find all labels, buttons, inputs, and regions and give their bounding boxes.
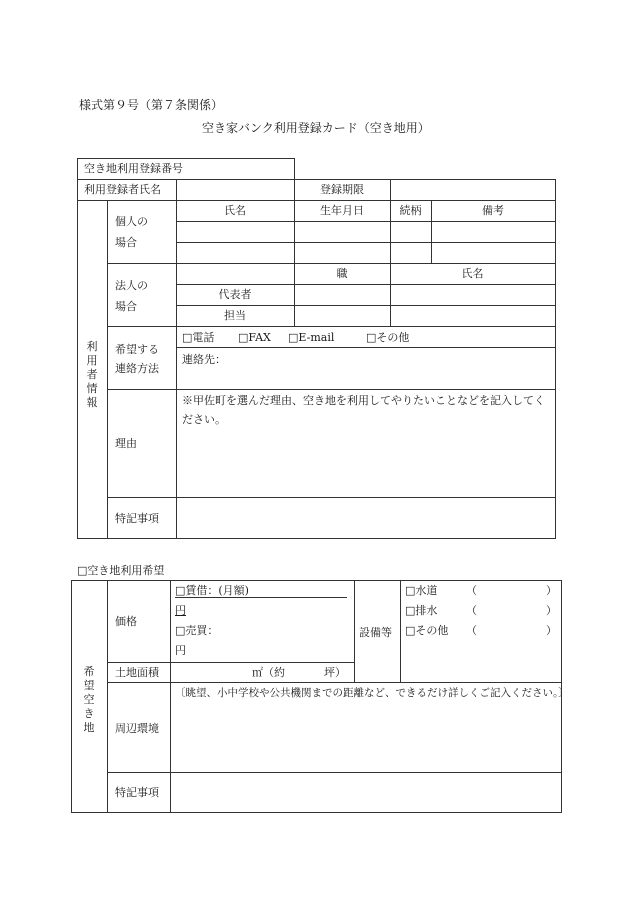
facility-water[interactable]: □水道	[405, 584, 438, 597]
facility-water-close: ）	[546, 584, 557, 597]
facility-water-open: （	[466, 584, 477, 597]
facility-other-open: （	[466, 624, 477, 637]
individual-label-1: 個人の	[115, 215, 148, 228]
land-area-tsubo: 坪）	[324, 666, 346, 679]
individual-label-2: 場合	[115, 236, 137, 249]
land-area-unit: ㎡（約	[252, 666, 285, 679]
col-post: 職	[336, 267, 348, 280]
option-fax[interactable]: □FAX	[238, 331, 271, 344]
row-representative: 代表者	[218, 288, 252, 301]
col-remarks: 備考	[482, 204, 504, 217]
land-wish-side-label: 希 望 空 き 地	[83, 665, 95, 734]
registrant-name-label: 利用登録者氏名	[84, 183, 161, 196]
corporate-label-1: 法人の	[115, 279, 148, 292]
facility-drainage[interactable]: □排水	[405, 604, 438, 617]
col-relationship: 続柄	[399, 204, 422, 217]
registration-number-label: 空き地利用登録番号	[84, 162, 183, 175]
section-title-land-wish: □空き地利用希望	[77, 564, 165, 577]
facility-drainage-open: （	[466, 604, 477, 617]
facility-other[interactable]: □その他	[405, 624, 449, 637]
land-area-label: 土地面積	[115, 666, 159, 679]
reason-note-line1: ※甲佐町を選んだ理由、空き地を利用してやりたいことなどを記入してく	[182, 394, 545, 407]
col-corporate-name: 氏名	[461, 267, 484, 280]
contact-method-label-2: 連絡方法	[115, 362, 159, 375]
price-rent[interactable]: □賃借：(月額)	[175, 584, 249, 597]
surroundings-label: 周辺環境	[115, 722, 159, 735]
corporate-label-2: 場合	[115, 300, 137, 313]
price-rent-unit: 円	[175, 604, 186, 617]
surroundings-note: 〔眺望、小中学校や公共機関までの距離など、できるだけ詳しくご記入ください。〕	[175, 687, 569, 699]
land-remarks-label: 特記事項	[115, 786, 159, 799]
registration-period-label: 登録期限	[320, 183, 364, 196]
user-info-side-label: 利 用 者 情 報	[86, 340, 98, 409]
price-label: 価格	[115, 615, 137, 628]
reason-label: 理由	[115, 437, 137, 450]
option-phone[interactable]: □電話	[182, 331, 215, 344]
remarks-label: 特記事項	[115, 512, 159, 525]
option-other[interactable]: □その他	[366, 331, 410, 344]
price-buy-unit: 円	[175, 644, 186, 657]
price-buy[interactable]: □売買：	[175, 624, 219, 637]
col-name: 氏名	[224, 204, 246, 217]
row-contact-person: 担当	[224, 309, 246, 322]
contact-method-label-1: 希望する	[115, 343, 159, 356]
form-number: 様式第９号（第７条関係）	[79, 98, 224, 112]
col-birthdate: 生年月日	[320, 204, 364, 217]
option-email[interactable]: □E-mail	[288, 331, 335, 344]
facility-drainage-close: ）	[546, 604, 557, 617]
form-title: 空き家バンク利用登録カード（空き地用）	[202, 121, 430, 135]
facility-other-close: ）	[546, 624, 557, 637]
contact-address-label: 連絡先：	[182, 353, 226, 366]
facilities-label: 設備等	[359, 626, 392, 639]
reason-note-line2: ださい。	[182, 413, 226, 426]
